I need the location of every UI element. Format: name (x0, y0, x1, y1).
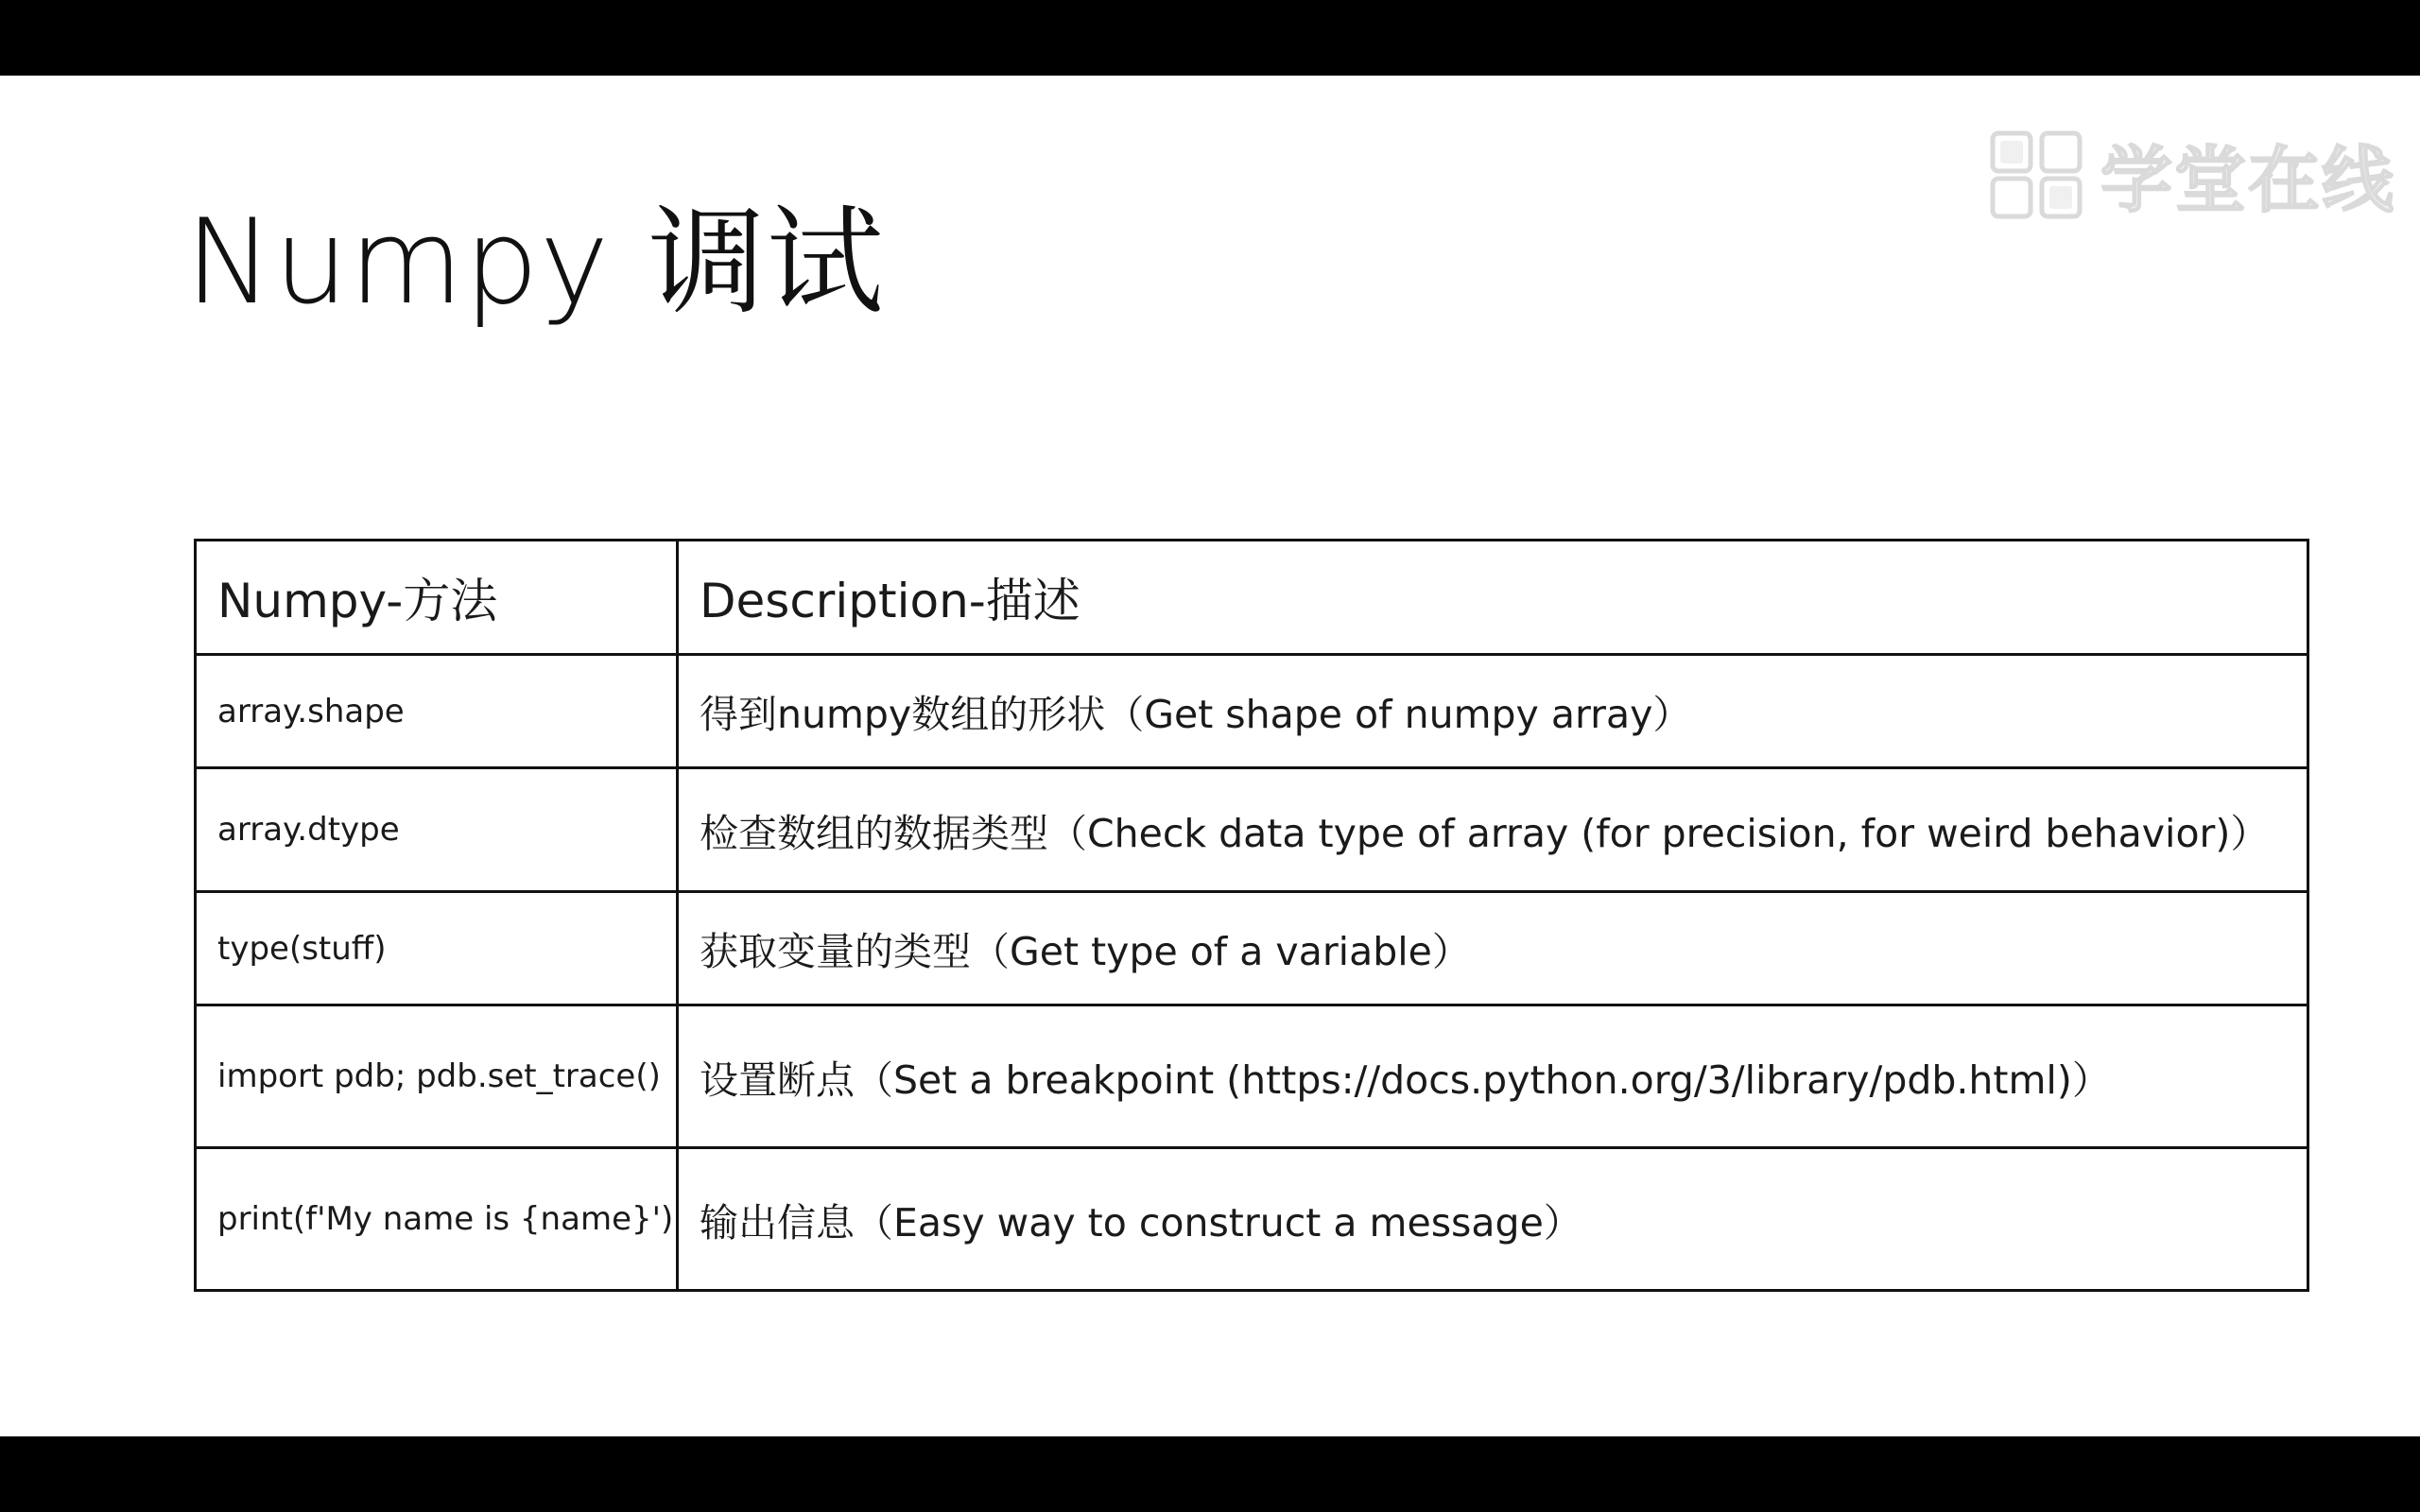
method-cell: array.shape (196, 655, 678, 768)
methods-table (194, 539, 2309, 1292)
description-cell: 获取变量的类型（Get type of a variable） (678, 892, 2308, 1005)
table-row (196, 768, 2308, 892)
logo-icon (1989, 129, 2087, 220)
slide-title: Numpy 调试 (185, 195, 885, 331)
letterbox-top (0, 0, 2420, 76)
method-cell: print(f'My name is {name}') (196, 1148, 678, 1291)
method-cell: type(stuff) (196, 892, 678, 1005)
watermark-text: 学堂在线 (2100, 138, 2395, 222)
method-cell: array.dtype (196, 768, 678, 892)
method-cell: import pdb; pdb.set_trace() (196, 1005, 678, 1148)
table-row (196, 892, 2308, 1005)
table-row (196, 655, 2308, 768)
header-method: Numpy-方法 (196, 541, 678, 655)
watermark (1989, 123, 2395, 226)
description-cell: 设置断点（Set a breakpoint (https://docs.python.org/3/library/pdb.html)） (678, 1005, 2308, 1148)
header-description: Description-描述 (678, 541, 2308, 655)
table-header-row (196, 541, 2308, 655)
description-cell: 输出信息（Easy way to construct a message） (678, 1148, 2308, 1291)
table-row (196, 1005, 2308, 1148)
table-row (196, 1148, 2308, 1291)
letterbox-bottom (0, 1436, 2420, 1512)
description-cell: 检查数组的数据类型（Check data type of array (for precision, for weird behavior)） (678, 768, 2308, 892)
description-cell: 得到numpy数组的形状（Get shape of numpy array） (678, 655, 2308, 768)
slide (0, 76, 2420, 1436)
